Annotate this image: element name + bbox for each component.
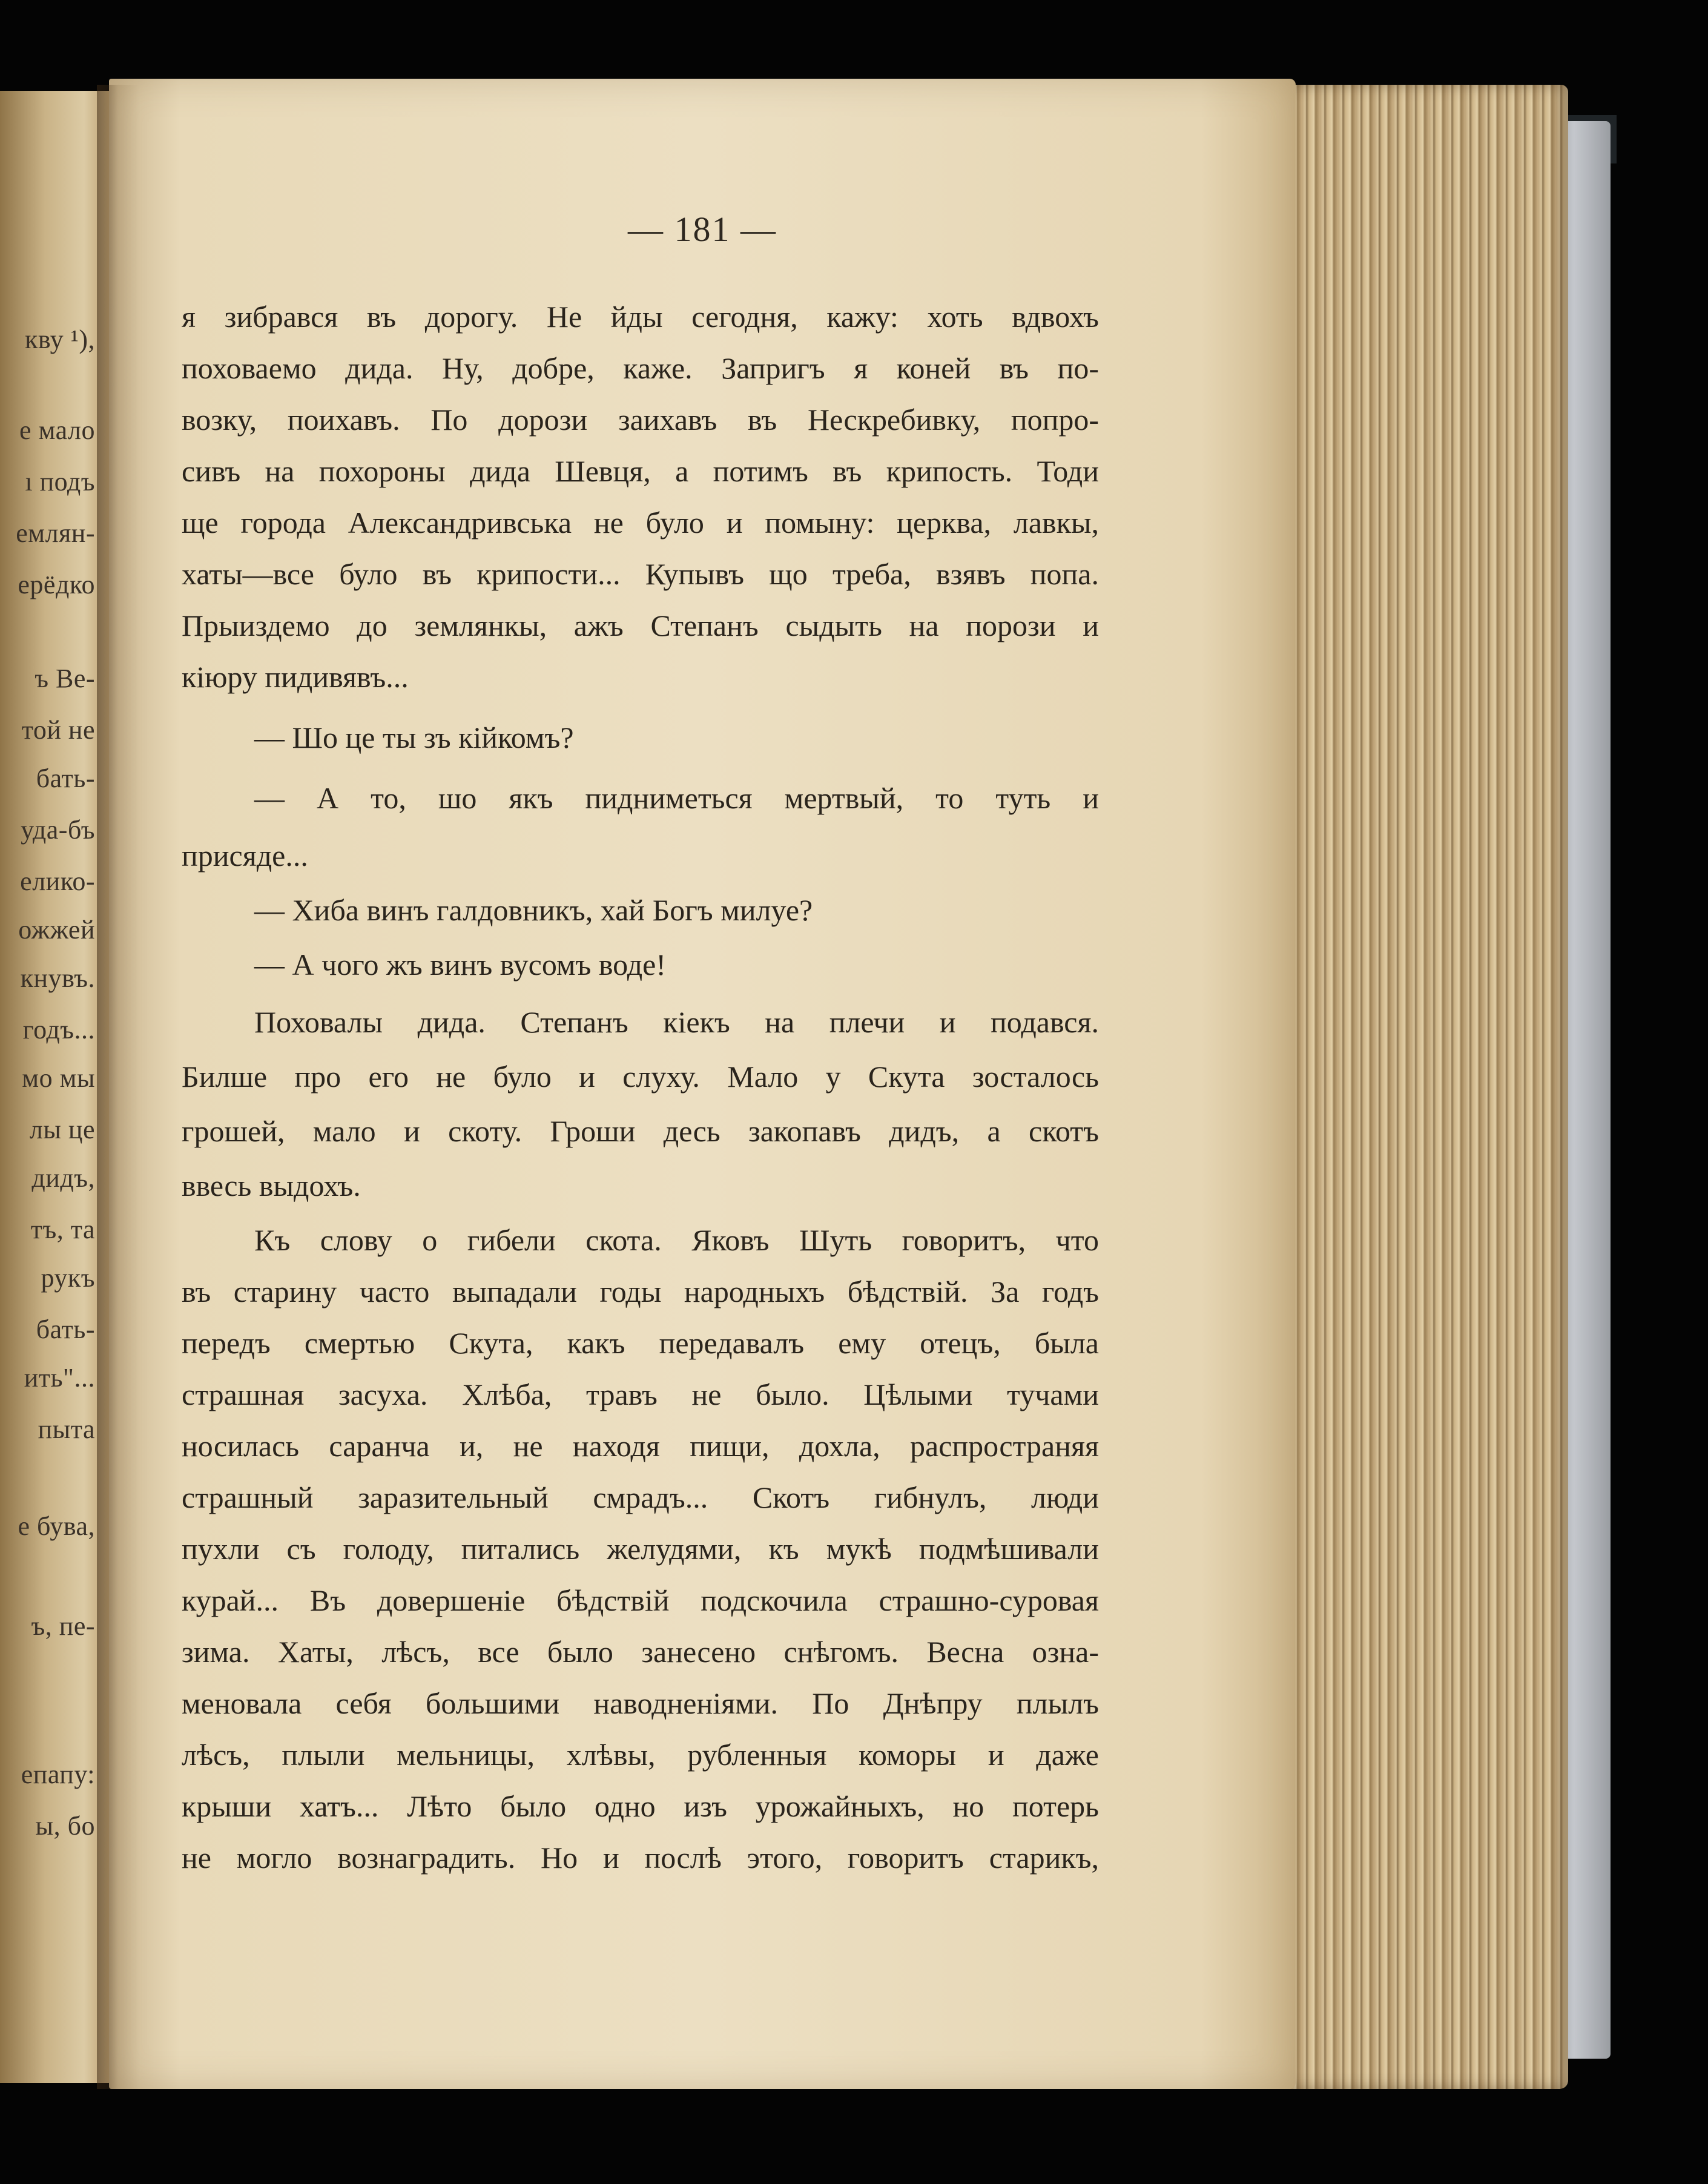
text-line: крыши хатъ... Лѣто было одно изъ урожайныхъ, но потерь bbox=[182, 1789, 1099, 1823]
left-page-fragment: годъ... bbox=[22, 1015, 95, 1044]
text-line: не могло вознаградить. Но и послѣ этого, говоритъ старикъ, bbox=[182, 1841, 1099, 1875]
text-line: кіюру пидивявъ... bbox=[182, 660, 409, 694]
left-page-fragment: емлян- bbox=[16, 518, 95, 548]
left-page-fragment: пыта bbox=[38, 1414, 95, 1444]
left-page-fragment: кву ¹), bbox=[25, 325, 95, 354]
left-page-fragment: ить"... bbox=[24, 1363, 95, 1393]
left-page-fragment: елико- bbox=[20, 866, 95, 896]
left-page-fragment: уда-бъ bbox=[21, 815, 95, 845]
text-line: ввесь выдохъ. bbox=[182, 1169, 361, 1203]
text-line: — А чого жъ винъ вусомъ воде! bbox=[254, 948, 666, 981]
left-page-fragment: тъ, та bbox=[30, 1215, 95, 1244]
text-line: Къ слову о гибели скота. Яковъ Шуть говоритъ, что bbox=[254, 1223, 1099, 1257]
left-page-fragment: ъ Be- bbox=[35, 664, 95, 693]
text-line: Поховалы дида. Степанъ кіекъ на плечи и подався. bbox=[254, 1005, 1099, 1039]
left-page-fragment: дидъ, bbox=[31, 1163, 95, 1193]
text-line: курай... Въ довершеніе бѣдствій подскочила страшно-суровая bbox=[182, 1583, 1099, 1617]
text-line: сивъ на похороны дида Шевця, а потимъ въ крипость. Тоди bbox=[182, 454, 1099, 488]
text-line: возку, поихавъ. По дорози заихавъ въ Нескребивку, попро- bbox=[182, 403, 1099, 437]
text-line: — Шо це ты зъ кійкомъ? bbox=[254, 721, 574, 754]
text-line: зима. Хаты, лѣсъ, все было занесено снѣгомъ. Весна озна- bbox=[182, 1635, 1099, 1669]
text-line: носилась саранча и, не находя пищи, дохла, распространяя bbox=[182, 1429, 1099, 1463]
left-page-fragment: ерёдко bbox=[18, 570, 95, 599]
left-page-fragment: е бува, bbox=[18, 1511, 95, 1541]
text-line: — А то, шо якъ пидниметься мертвый, то туть и bbox=[254, 781, 1099, 815]
left-page-fragment: лы це bbox=[29, 1115, 95, 1144]
left-page-fragment: мо мы bbox=[22, 1063, 95, 1093]
left-page-fragment: епапу: bbox=[21, 1760, 95, 1789]
left-page-fragment: ъ, пе- bbox=[31, 1611, 95, 1641]
left-page-fragment: е мало bbox=[19, 415, 95, 445]
text-line: пухли съ голоду, питались желудями, къ мукѣ подмѣшивали bbox=[182, 1532, 1099, 1566]
text-line: я зибрався въ дорогу. Не йды сегодня, кажу: хоть вдвохъ bbox=[182, 300, 1099, 334]
left-page-fragment: бать- bbox=[36, 1315, 95, 1344]
text-line: Билше про его не було и слуху. Мало у Скута зосталось bbox=[182, 1060, 1099, 1094]
text-line: Прыиздемо до землянкы, ажъ Степанъ сыдыть на порози и bbox=[182, 609, 1099, 642]
left-page-fragment: рукъ bbox=[41, 1263, 95, 1293]
text-line: въ старину часто выпадали годы народныхъ бѣдствій. За годъ bbox=[182, 1275, 1099, 1308]
left-page-fragment: кнувъ. bbox=[20, 963, 95, 993]
text-line: лѣсъ, плыли мельницы, хлѣвы, рубленныя коморы и даже bbox=[182, 1738, 1099, 1772]
text-line: поховаемо дида. Ну, добре, каже. Запригъ я коней въ по- bbox=[182, 351, 1099, 385]
left-page-fragment: той не bbox=[21, 715, 95, 745]
left-page-fragment: ожжей bbox=[18, 915, 95, 945]
text-line: ще города Александривська не було и помыну: церква, лавкы, bbox=[182, 506, 1099, 539]
text-line: хаты—все було въ крипости... Купывъ що треба, взявъ попа. bbox=[182, 557, 1099, 591]
left-page-fragment: ı подъ bbox=[25, 467, 95, 497]
text-line: грошей, мало и скоту. Гроши десь закопавъ дидъ, а скотъ bbox=[182, 1114, 1099, 1148]
text-line: меновала себя большими наводненіями. По Днѣпру плылъ bbox=[182, 1686, 1099, 1720]
left-facing-page bbox=[0, 91, 112, 2083]
text-line: страшный заразительный смрадъ... Скотъ гибнулъ, люди bbox=[182, 1480, 1099, 1514]
left-page-fragment: ы, бо bbox=[35, 1811, 95, 1841]
page-edges-block bbox=[1284, 85, 1568, 2089]
text-line: — Хиба винъ галдовникъ, хай Богъ милуе? bbox=[254, 893, 813, 927]
page-number: — 181 — bbox=[628, 209, 777, 249]
left-page-fragment: бать- bbox=[36, 764, 95, 793]
text-line: присяде... bbox=[182, 839, 308, 873]
book-gutter-shadow bbox=[97, 85, 139, 2089]
text-line: страшная засуха. Хлѣба, травъ не было. Цѣлыми тучами bbox=[182, 1377, 1099, 1411]
text-line: передъ смертью Скута, какъ передавалъ ему отецъ, была bbox=[182, 1326, 1099, 1360]
